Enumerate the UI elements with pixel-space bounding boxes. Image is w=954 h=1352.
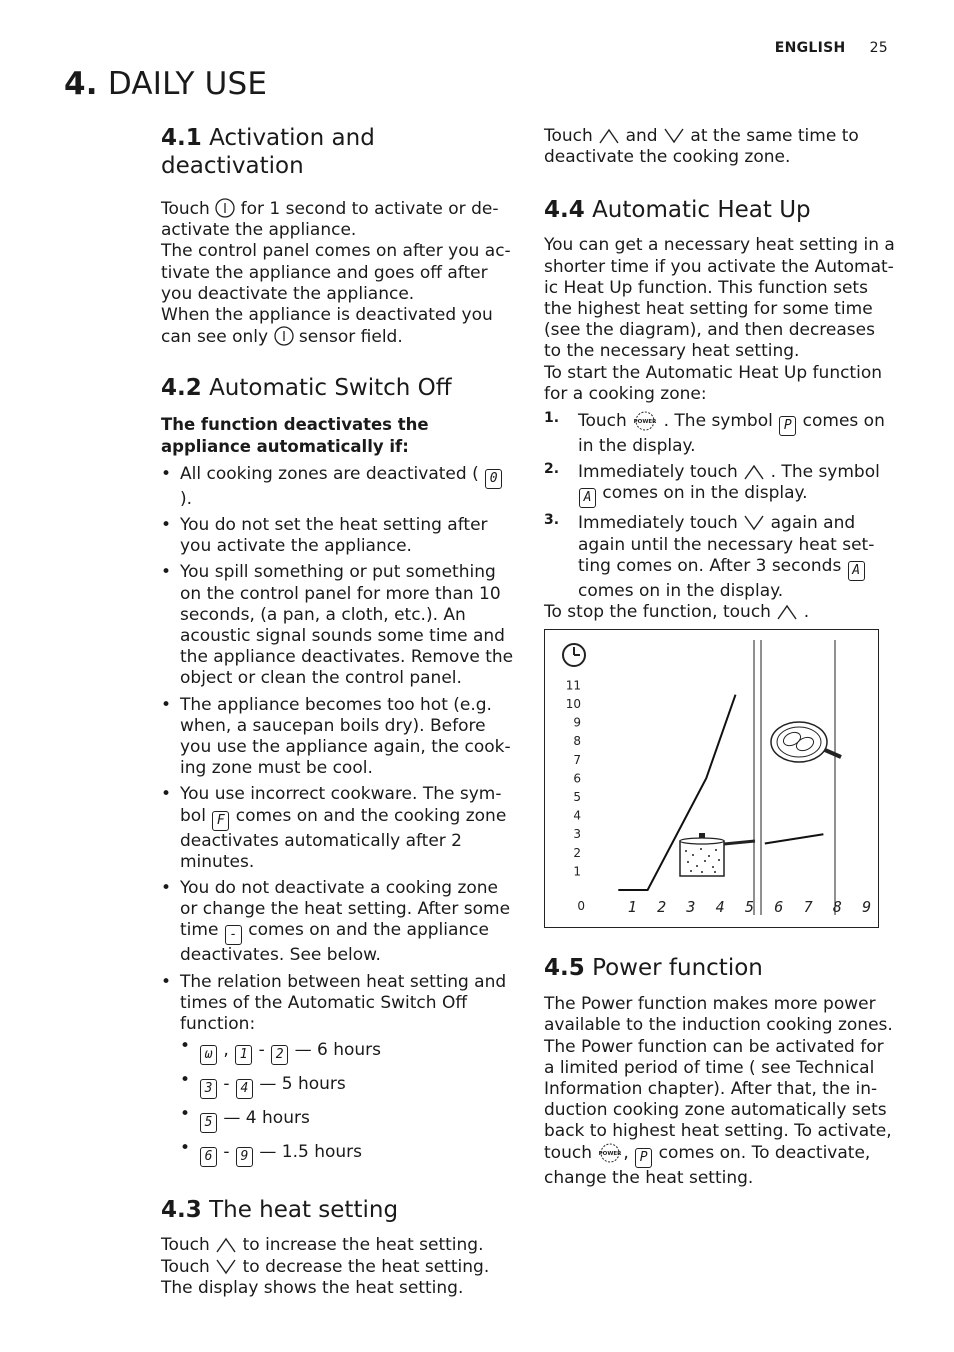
section-4-2-heading: 4.2 Automatic Switch Off bbox=[161, 375, 452, 402]
s45-paragraph: The Power function makes more power available to the induction cooking zones. The Power function can be activated for a limited period of time ( see Technical Information chapter). After that, the in-duction cooking zone automatically sets back to highest heat setting. To activate, bbox=[544, 994, 893, 1142]
chapter-title bbox=[64, 66, 267, 102]
page-number: 25 bbox=[869, 40, 888, 56]
y-tick-label: 4 bbox=[573, 808, 581, 823]
y-tick-label: 1 bbox=[573, 864, 581, 879]
y-tick-label: 7 bbox=[573, 753, 581, 768]
down-arrow-icon bbox=[663, 127, 685, 145]
power-icon bbox=[632, 411, 658, 431]
list-item: • 3 - 4 — 5 hours bbox=[180, 1074, 515, 1099]
list-item: • 6 - 9 — 1.5 hours bbox=[180, 1142, 515, 1167]
key-p-symbol: P bbox=[635, 1148, 652, 1168]
down-arrow-icon bbox=[743, 514, 765, 532]
y-tick-label: 0 bbox=[577, 899, 585, 914]
section-4-3-heading: 4.3 The heat setting bbox=[161, 1197, 399, 1224]
s44-steps bbox=[544, 411, 896, 602]
y-tick-label: 10 bbox=[565, 697, 581, 712]
key-f-symbol: F bbox=[212, 811, 229, 831]
key-2-symbol: 2 bbox=[271, 1045, 288, 1065]
s44-paragraph-1: You can get a necessary heat setting in a shorter time if you activate the Automat-ic Heat Up function. This function sets the highest heat setting for some time (see the diagram), and then decreases to the necessary heat setting. bbox=[544, 235, 895, 362]
saucepan-icon bbox=[680, 833, 755, 876]
s43-line-1: Touch to increase the heat setting. bbox=[161, 1235, 484, 1256]
section-4-1-heading: 4.1 Activation and deactivation bbox=[161, 125, 375, 179]
key-9-symbol: 9 bbox=[236, 1147, 253, 1167]
key-dash-symbol: - bbox=[225, 925, 242, 945]
up-arrow-icon bbox=[743, 463, 765, 481]
x-tick-label: 8 bbox=[832, 898, 842, 917]
s42-bullet-list bbox=[161, 464, 515, 1035]
s45-paragraph-end: touch POWER , P comes on. To deactivate, change the heat setting. bbox=[544, 1142, 871, 1188]
key-1-symbol: 1 bbox=[235, 1045, 252, 1065]
x-tick-label: 5 bbox=[744, 898, 755, 917]
up-arrow-icon bbox=[215, 1236, 237, 1254]
heat-up-diagram bbox=[544, 629, 879, 928]
y-tick-label: 11 bbox=[565, 678, 581, 693]
onoff-icon bbox=[274, 326, 294, 346]
up-arrow-icon bbox=[598, 127, 620, 145]
left-column bbox=[161, 124, 515, 1299]
after-heat-up-series-line bbox=[765, 834, 824, 843]
list-item: 3. Immediately touch again and again until the necessary heat set-ting comes on. After 3 seconds A comes on in the display. bbox=[544, 512, 875, 601]
down-arrow-icon bbox=[215, 1258, 237, 1276]
x-tick-label: 7 bbox=[803, 898, 813, 917]
list-item: • You do not set the heat setting after you activate the appliance. bbox=[161, 515, 515, 557]
list-item: • You spill something or put something on the control panel for more than 10 seconds, (a pan, a cloth, etc.). An acoustic signal sounds some time and the appliance deactivates. Remove the object or clean the control panel. bbox=[161, 562, 515, 689]
key-5-symbol: 5 bbox=[200, 1113, 217, 1133]
page-header bbox=[775, 40, 888, 56]
x-tick-label: 4 bbox=[715, 898, 725, 917]
y-tick-label: 3 bbox=[573, 827, 581, 842]
key-a-symbol: A bbox=[848, 561, 865, 581]
s44-paragraph-2: To start the Automatic Heat Up function for a cooking zone: bbox=[544, 362, 882, 404]
deactivate-zone-text: Touch and at the same time to deactivate the cooking zone. bbox=[544, 126, 859, 168]
x-tick-label: 6 bbox=[774, 898, 784, 917]
y-tick-label: 5 bbox=[573, 790, 581, 805]
x-tick-label: 2 bbox=[657, 898, 667, 917]
y-tick-label: 6 bbox=[573, 771, 581, 786]
x-tick-label: 1 bbox=[627, 898, 637, 917]
s42-lead: The function deactivates the appliance automatically if: bbox=[161, 415, 429, 456]
language-label: ENGLISH bbox=[774, 40, 846, 56]
s41-paragraph-1: Touch for 1 second to activate or de-activate the appliance. bbox=[161, 199, 499, 241]
list-item: 1. Touch POWER . The symbol P comes on in the display. bbox=[544, 410, 885, 457]
key-6-symbol: 6 bbox=[200, 1147, 217, 1167]
key-w-symbol: ω bbox=[200, 1045, 217, 1065]
y-tick-label: 9 bbox=[573, 715, 581, 730]
s42-time-list bbox=[161, 1040, 515, 1167]
y-tick-label: 2 bbox=[573, 846, 581, 861]
list-item: • All cooking zones are deactivated ( 0 ). bbox=[161, 464, 515, 510]
list-item: • 5 — 4 hours bbox=[180, 1108, 515, 1133]
heat-up-chart bbox=[545, 630, 878, 927]
key-a-symbol: A bbox=[579, 488, 596, 508]
key-3-symbol: 3 bbox=[200, 1079, 217, 1099]
section-4-5-heading: 4.5 Power function bbox=[544, 955, 763, 982]
key-zero-symbol: 0 bbox=[485, 469, 502, 489]
up-arrow-icon bbox=[776, 603, 798, 621]
key-4-symbol: 4 bbox=[236, 1079, 253, 1099]
clock-icon bbox=[563, 644, 585, 666]
onoff-icon bbox=[215, 198, 235, 218]
list-item: • You do not deactivate a cooking zone or change the heat setting. After some time - comes on and the appliance deactivates. See below. bbox=[161, 878, 515, 967]
s44-stop-text: To stop the function, touch . bbox=[544, 602, 810, 623]
list-item: • ω , 1 - 2 — 6 hours bbox=[180, 1040, 515, 1065]
svg-text:POWER: POWER bbox=[598, 1150, 622, 1157]
x-tick-label: 9 bbox=[862, 898, 872, 917]
list-item: • The relation between heat setting and times of the Automatic Switch Off function: bbox=[161, 972, 515, 1036]
chapter-number: 4. bbox=[64, 66, 98, 102]
s43-line-2: Touch to decrease the heat setting. bbox=[161, 1256, 490, 1277]
list-item: • You use incorrect cookware. The sym-bol F comes on and the cooking zone deactivates automatically after 2 minutes. bbox=[161, 784, 515, 873]
y-tick-label: 8 bbox=[573, 734, 581, 749]
s41-paragraph-2: The control panel comes on after you ac-tivate the appliance and goes off after you deactivate the appliance. bbox=[161, 241, 511, 304]
chapter-title-text: DAILY USE bbox=[107, 66, 268, 102]
section-4-4-heading: 4.4 Automatic Heat Up bbox=[544, 197, 811, 224]
s43-line-3: The display shows the heat setting. bbox=[161, 1277, 464, 1298]
key-p-symbol: P bbox=[779, 416, 796, 436]
power-icon bbox=[597, 1143, 623, 1163]
right-column bbox=[544, 126, 896, 1189]
list-item: 2. Immediately touch . The symbol A comes on in the display. bbox=[544, 462, 896, 508]
frying-pan-icon bbox=[771, 722, 841, 762]
s41-paragraph-3: When the appliance is deactivated you can see only sensor field. bbox=[161, 305, 493, 348]
list-item: • The appliance becomes too hot (e.g. when, a saucepan boils dry). Before you use the appliance again, the cook-ing zone must be cool. bbox=[161, 695, 515, 780]
svg-text:POWER: POWER bbox=[633, 419, 657, 426]
x-tick-label: 3 bbox=[686, 898, 696, 917]
